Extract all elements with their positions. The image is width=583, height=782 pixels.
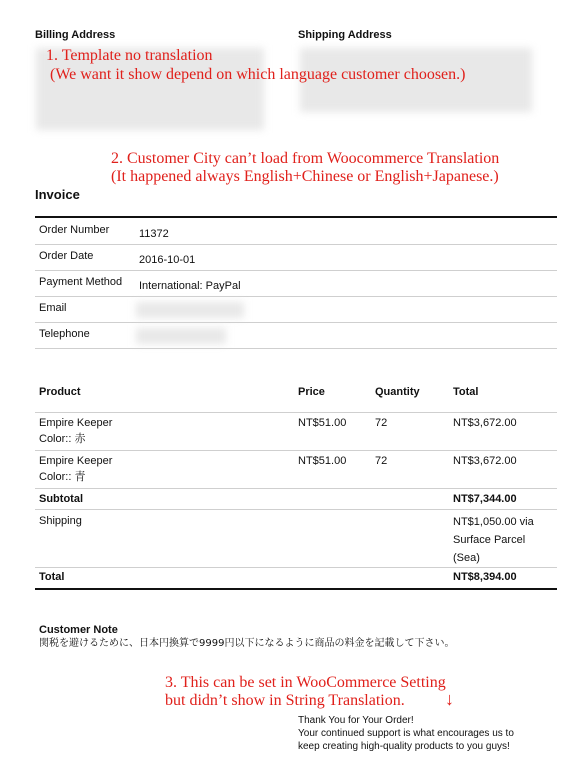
footer-line-2: Your continued support is what encourages us to <box>298 728 514 739</box>
row-1-product-name: Empire Keeper <box>39 417 113 429</box>
col-header-total: Total <box>453 386 479 398</box>
shipping-value-line-1: NT$1,050.00 via <box>453 516 534 528</box>
customer-note-heading: Customer Note <box>39 624 118 636</box>
customer-note-text: 関税を避けるために、日本円換算で9999円以下になるように商品の料金を記載して下さい。 <box>39 638 455 649</box>
field-label-order-number: Order Number <box>39 224 110 236</box>
subtotal-divider <box>35 509 557 510</box>
annotation-3-arrow-icon: ↓ <box>445 689 454 709</box>
annotation-3-line-1: 3. This can be set in WooCommerce Setting <box>165 674 446 691</box>
field-divider <box>35 348 557 349</box>
row-1-product-variant: Color:: 赤 <box>39 433 86 445</box>
total-label: Total <box>39 571 65 583</box>
row-1-price: NT$51.00 <box>298 417 347 429</box>
col-header-quantity: Quantity <box>375 386 420 398</box>
shipping-divider <box>35 567 557 568</box>
billing-address-heading: Billing Address <box>35 29 116 41</box>
field-label-email: Email <box>39 302 67 314</box>
annotation-2-line-2: (It happened always English+Chinese or English+Japanese.) <box>111 168 499 185</box>
shipping-address-heading: Shipping Address <box>298 29 392 41</box>
footer-line-3: keep creating high-quality products to you guys! <box>298 741 510 752</box>
table-header-divider <box>35 412 557 413</box>
field-value-payment-method: International: PayPal <box>139 280 241 292</box>
total-value: NT$8,394.00 <box>453 571 517 583</box>
field-value-order-number: 11372 <box>139 228 169 240</box>
annotation-1-line-2: (We want it show depend on which language customer choosen.) <box>50 66 466 83</box>
field-divider <box>35 244 557 245</box>
table-row-divider <box>35 450 557 451</box>
shipping-value-line-2: Surface Parcel <box>453 534 526 546</box>
table-row-divider <box>35 488 557 489</box>
row-2-product-name: Empire Keeper <box>39 455 113 467</box>
shipping-label: Shipping <box>39 515 82 527</box>
row-2-quantity: 72 <box>375 455 388 467</box>
row-2-product-variant: Color:: 青 <box>39 471 86 483</box>
email-redacted <box>136 302 244 318</box>
col-header-price: Price <box>298 386 325 398</box>
annotation-2-line-1: 2. Customer City can’t load from Woocommerce Translation <box>111 150 500 167</box>
field-divider <box>35 270 557 271</box>
shipping-value-line-3: (Sea) <box>453 552 480 564</box>
field-divider <box>35 322 557 323</box>
annotation-3-line-2: but didn’t show in String Translation. <box>165 692 405 709</box>
field-label-payment-method: Payment Method <box>39 276 123 288</box>
col-header-product: Product <box>39 386 81 398</box>
invoice-top-rule <box>35 216 557 218</box>
row-2-price: NT$51.00 <box>298 455 347 467</box>
field-divider <box>35 296 557 297</box>
row-2-total: NT$3,672.00 <box>453 455 517 467</box>
subtotal-value: NT$7,344.00 <box>453 493 517 505</box>
invoice-title: Invoice <box>35 187 80 202</box>
footer-line-1: Thank You for Your Order! <box>298 715 414 726</box>
field-value-order-date: 2016-10-01 <box>139 254 196 266</box>
annotation-1-line-1: 1. Template no translation <box>46 47 213 64</box>
subtotal-label: Subtotal <box>39 493 83 505</box>
field-label-telephone: Telephone <box>39 328 90 340</box>
telephone-redacted <box>136 328 226 344</box>
table-bottom-rule <box>35 588 557 590</box>
row-1-total: NT$3,672.00 <box>453 417 517 429</box>
row-1-quantity: 72 <box>375 417 388 429</box>
field-label-order-date: Order Date <box>39 250 94 262</box>
